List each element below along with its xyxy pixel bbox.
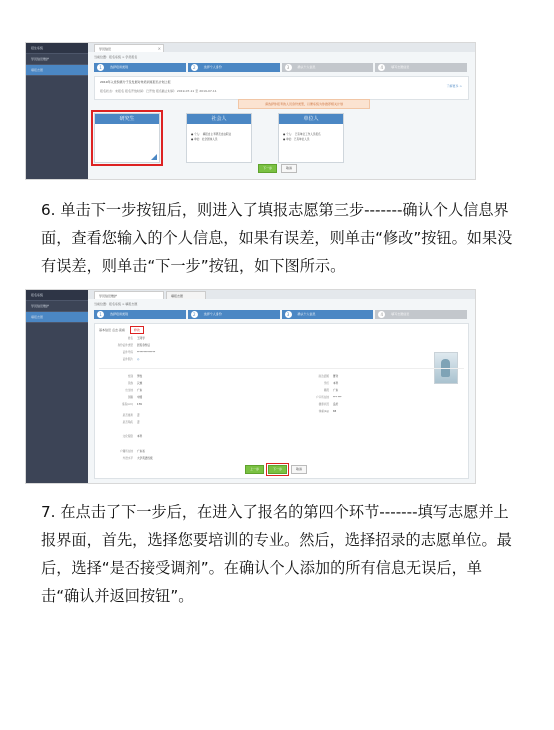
- field-value: 176: [137, 403, 142, 406]
- field-label: 姓名: [127, 337, 133, 340]
- step-number: 4: [378, 64, 385, 71]
- warning-banner: 请选择你报考的人员身份类型，以便系统为你推荐相关计划: [238, 99, 370, 109]
- step-2: [188, 310, 280, 319]
- step-number: 3: [285, 311, 292, 318]
- breadcrumb: 当前位置：报名系统 > 学员报名: [94, 55, 138, 59]
- cancel-button[interactable]: 取消: [281, 164, 297, 173]
- card-graduate[interactable]: [94, 113, 160, 163]
- personal-info-form: [94, 323, 469, 479]
- field-label: 身份证件类型: [117, 344, 133, 347]
- field-ethnicity: [99, 381, 142, 385]
- step-bar: [94, 310, 469, 319]
- field-id-photo: [99, 357, 139, 361]
- card-social[interactable]: [186, 113, 252, 163]
- tab-apply[interactable]: 填报志愿: [166, 291, 206, 299]
- field-hukou: [295, 395, 342, 399]
- card-unit[interactable]: [278, 113, 344, 163]
- breadcrumb: 当前位置：报名系统 > 填报志愿: [94, 302, 138, 306]
- step-number: 2: [191, 311, 198, 318]
- card-option[interactable]: ● 单位：社会团体人员: [191, 138, 218, 141]
- tab-bar: [88, 290, 475, 299]
- more-link[interactable]: 了解更多 >: [446, 84, 462, 88]
- screenshot-identity-step: [25, 42, 476, 180]
- step-1: [94, 310, 186, 319]
- field-household: [99, 449, 145, 453]
- next-button[interactable]: 下一步: [258, 164, 277, 173]
- field-label: 证件号码: [122, 351, 133, 354]
- section-title: 基本信息 点击·查看: [99, 328, 125, 332]
- field-label: 出生地: [125, 389, 133, 392]
- field-value: 否: [137, 414, 140, 417]
- card-option[interactable]: ● 个人： 填报自主考研及自由职业: [191, 133, 232, 136]
- field-value: 否: [137, 421, 140, 424]
- plan-status: 报名状态：未报名 报名开放时间：已开放 报名截止时间：2019-07-11 至 2019-07-11: [100, 89, 217, 93]
- step-label: 选择个人身份: [203, 312, 222, 316]
- screenshot-confirm-info-step: [25, 289, 476, 484]
- divider: [99, 368, 464, 369]
- card-title: 社会人: [187, 114, 251, 124]
- field-value: 广东: [137, 389, 143, 392]
- sidebar-item-student-info[interactable]: 学员信息维护: [26, 54, 88, 65]
- paragraph-step-7: 7. 在点击了下一步后，在进入了报名的第四个环节-------填写志愿并上报界面，首先，选择您要培训的专业。然后，选择招录的志愿单位。最后，选择“是否接受调剂”。在确认个人添加的所有信息无误后，单击“确认并返回按钮”。: [41, 503, 512, 605]
- step-label: 填写志愿信息: [391, 65, 410, 69]
- card-option[interactable]: ● 个人： 已有单位工作人员报名: [283, 133, 321, 136]
- field-value: 大学英语四级: [137, 457, 153, 460]
- field-label: 户籍所在地: [120, 450, 133, 453]
- button-row: [245, 465, 307, 474]
- field-health: [295, 402, 338, 406]
- plan-info-box: [94, 76, 469, 100]
- field-value: 居民身份证: [137, 344, 150, 347]
- main-panel: [88, 43, 475, 179]
- field-label: 证件照片: [122, 358, 133, 361]
- step-label: 填写志愿信息: [391, 312, 410, 316]
- field-gender: [99, 374, 142, 378]
- identity-cards: [94, 113, 469, 165]
- field-native-place: [295, 388, 338, 392]
- field-label: 外语水平: [122, 457, 133, 460]
- field-married: [99, 413, 140, 417]
- step-label: 选择个人身份: [203, 65, 222, 69]
- field-value: 王同学: [137, 337, 145, 340]
- field-label: 是否残疾: [122, 421, 133, 424]
- field-label: 性别: [127, 375, 133, 378]
- field-label: 政治面貌: [318, 375, 329, 378]
- field-id-number: [99, 350, 155, 354]
- sidebar: [26, 43, 88, 179]
- paragraph-step-6: 6. 单击下一步按钮后，则进入了填报志愿第三步-------确认个人信息界面，查看您输入的个人信息，如果有误差，则单击“修改”按钮。如果没有误差，则单击“下一步”按钮，如下图所示。: [41, 201, 513, 275]
- field-label: 户口所在地: [316, 396, 329, 399]
- sidebar: [26, 290, 88, 483]
- field-value: 中国: [137, 396, 143, 399]
- step-1: [94, 63, 186, 72]
- field-degree: [295, 381, 338, 385]
- step-label: 确认个人信息: [297, 312, 316, 316]
- step-label: 选择培训类别: [110, 65, 129, 69]
- step-3: [282, 63, 374, 72]
- step-number: 1: [97, 64, 104, 71]
- field-education: [99, 434, 142, 438]
- field-language: [99, 456, 153, 460]
- field-value: 广东省: [137, 450, 145, 453]
- card-title: 研究生: [95, 114, 159, 124]
- step-label: 选择培训类别: [110, 312, 129, 316]
- card-title: 单位人: [279, 114, 343, 124]
- field-label: 学历: [323, 382, 329, 385]
- edit-button[interactable]: 修改: [130, 326, 144, 334]
- selected-corner-icon: [151, 154, 157, 160]
- sidebar-item-student-info[interactable]: 学员信息维护: [26, 301, 88, 312]
- tab-bar: [88, 43, 475, 52]
- step-bar: [94, 63, 469, 72]
- sidebar-title: 报名系统: [26, 290, 88, 301]
- field-label: 健康状况: [318, 403, 329, 406]
- step-label: 确认个人信息: [297, 65, 316, 69]
- field-value: 群众: [333, 375, 339, 378]
- cancel-button[interactable]: 取消: [291, 465, 307, 474]
- sidebar-item-apply[interactable]: 填报志愿: [26, 312, 88, 323]
- step-4: [375, 63, 467, 72]
- sidebar-title: 招生系统: [26, 43, 88, 54]
- field-weight: [295, 409, 336, 413]
- tab-label: 学员信息: [99, 47, 112, 51]
- field-value: 本科: [333, 382, 339, 385]
- step-number: 1: [97, 311, 104, 318]
- field-political: [295, 374, 338, 378]
- field-label: 身高(cm): [121, 403, 133, 406]
- field-value: 本科: [137, 435, 143, 438]
- field-label: 籍贯: [323, 389, 329, 392]
- plan-title: 2019年入党积极分子及发展对象培训班报名计划上报: [100, 80, 171, 84]
- field-nationality: [99, 395, 142, 399]
- step-number: 3: [285, 64, 292, 71]
- field-label: 国籍: [127, 396, 133, 399]
- field-label: 体重(kg): [318, 410, 329, 413]
- field-value: 广东: [333, 389, 339, 392]
- field-name: [99, 336, 145, 340]
- field-label: 是否婚育: [122, 414, 133, 417]
- step-2: [188, 63, 280, 72]
- next-button[interactable]: 下一步: [268, 465, 287, 474]
- prev-button[interactable]: 上一步: [245, 465, 264, 474]
- field-label: 民族: [127, 382, 133, 385]
- field-value: 汉族: [137, 382, 143, 385]
- tab-student-info[interactable]: 学员信息维护: [94, 291, 164, 299]
- field-height: [99, 402, 142, 406]
- button-row: [258, 164, 297, 173]
- card-option[interactable]: ● 单位：已有单位人员: [283, 138, 310, 141]
- eye-icon[interactable]: ◎: [137, 358, 140, 361]
- sidebar-item-apply[interactable]: 填报志愿: [26, 65, 88, 76]
- section-header: [95, 324, 468, 334]
- main-panel: [88, 290, 475, 483]
- field-value: 65: [333, 410, 337, 413]
- step-3: [282, 310, 374, 319]
- step-number: 4: [378, 311, 385, 318]
- field-value: **************: [137, 351, 156, 354]
- field-label: 文化程度: [122, 435, 133, 438]
- field-id-type: [99, 343, 150, 347]
- field-birthplace: [99, 388, 142, 392]
- field-disabled: [99, 420, 140, 424]
- close-icon[interactable]: ×: [157, 46, 161, 51]
- tab-student-info[interactable]: [94, 44, 164, 52]
- step-4: [375, 310, 467, 319]
- field-value: *** ***: [333, 396, 342, 399]
- step-number: 2: [191, 64, 198, 71]
- field-value: 良好: [333, 403, 339, 406]
- field-value: 男性: [137, 375, 143, 378]
